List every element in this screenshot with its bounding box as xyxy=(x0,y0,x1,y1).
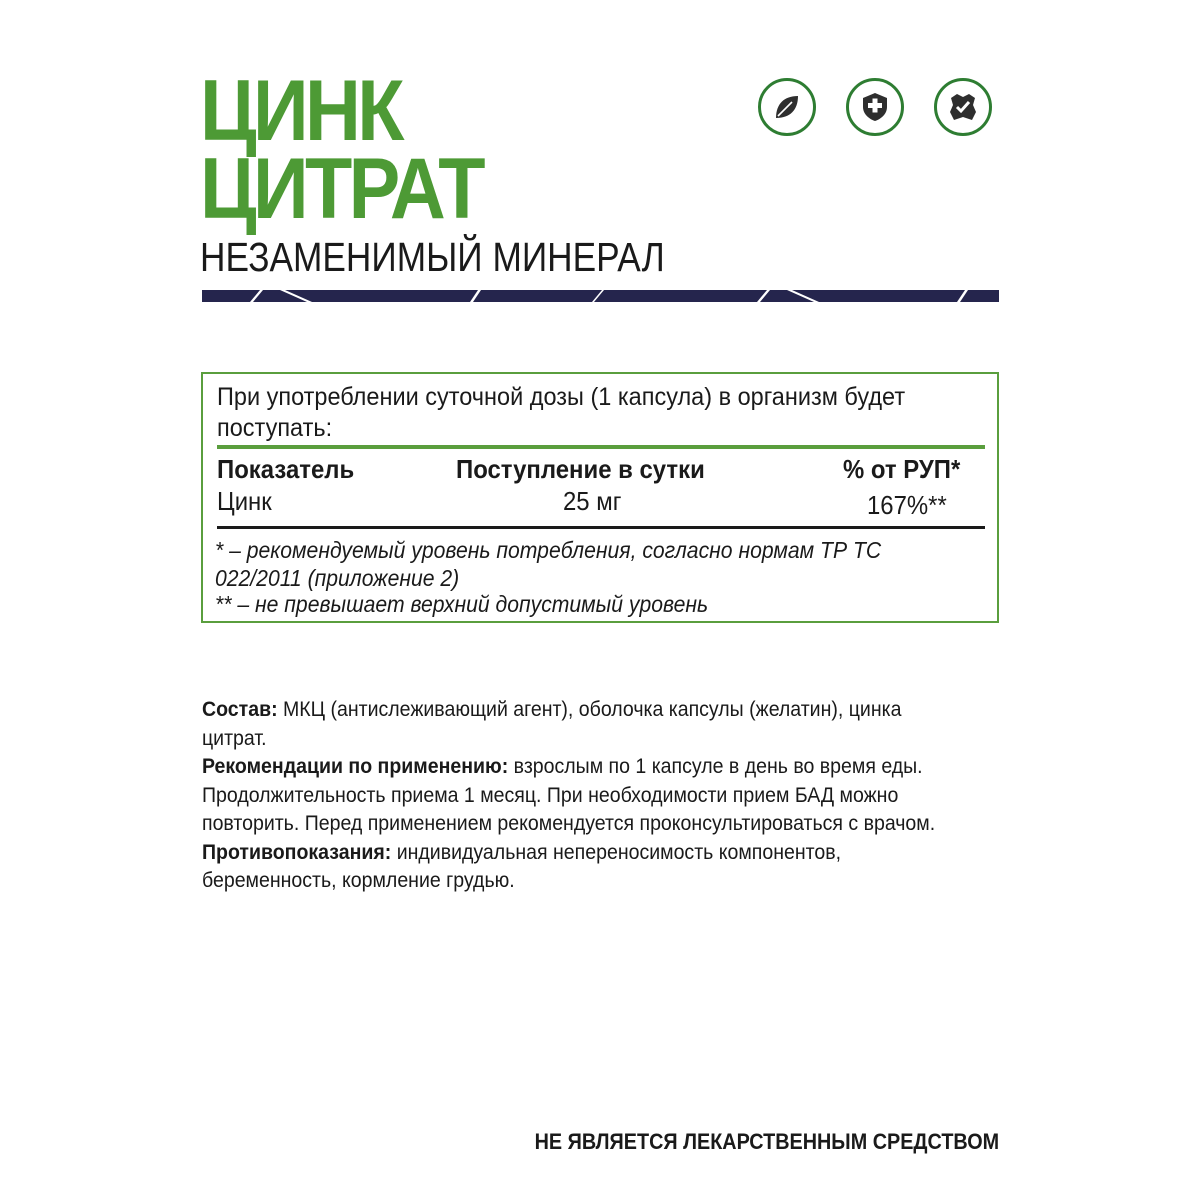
composition-text: МКЦ (антислеживающий агент), оболочка капсулы (желатин), цинка цитрат. xyxy=(202,698,902,750)
table-bottom-rule xyxy=(217,526,985,529)
composition-paragraph xyxy=(202,696,946,753)
contraindications-label: Противопоказания: xyxy=(202,840,392,864)
composition-label: Состав: xyxy=(202,698,278,721)
header-intake: Поступление в сутки xyxy=(456,454,705,484)
cell-intake: 25 мг xyxy=(563,486,622,516)
recommendations-text: взрослым по 1 капсуле в день во время еды. Продолжительность приема 1 месяц. При необходимости прием БАД можно повторить. Перед применением рекомендуется проконсультироваться с врачом. xyxy=(202,755,936,835)
product-title-line1: ЦИНК xyxy=(200,63,401,159)
header-indicator: Показатель xyxy=(217,454,355,484)
recommendations-paragraph xyxy=(202,753,946,839)
footnote-2: ** – не превышает верхний допустимый уровень xyxy=(215,591,709,617)
dose-box xyxy=(201,372,999,623)
table-top-rule xyxy=(217,445,985,449)
product-info xyxy=(202,696,946,896)
badge-icons xyxy=(758,78,1000,142)
header-rup: % от РУП* xyxy=(843,454,961,484)
product-subtitle: НЕЗАМЕНИМЫЙ МИНЕРАЛ xyxy=(200,234,665,280)
disclaimer: НЕ ЯВЛЯЕТСЯ ЛЕКАРСТВЕННЫМ СРЕДСТВОМ xyxy=(534,1129,999,1154)
leaf-icon xyxy=(758,78,816,136)
product-title xyxy=(200,63,704,237)
leather-check-icon xyxy=(934,78,992,136)
product-title-line2: ЦИТРАТ xyxy=(200,141,482,237)
recommendations-label: Рекомендации по применению: xyxy=(202,755,509,778)
footnote-1: * – рекомендуемый уровень потребления, согласно нормам ТР ТС 022/2011 (приложение 2) xyxy=(215,537,882,591)
cell-rup: 167%** xyxy=(867,490,947,520)
cell-indicator: Цинк xyxy=(217,486,272,516)
decorative-band xyxy=(202,290,999,302)
dose-intro: При употреблении суточной дозы (1 капсула) в организм будет поступать: xyxy=(217,383,906,442)
contraindications-text: индивидуальная непереносимость компонентов, беременность, кормление грудью. xyxy=(202,840,842,892)
contraindications-paragraph xyxy=(202,839,946,896)
shield-plus-icon xyxy=(846,78,904,136)
